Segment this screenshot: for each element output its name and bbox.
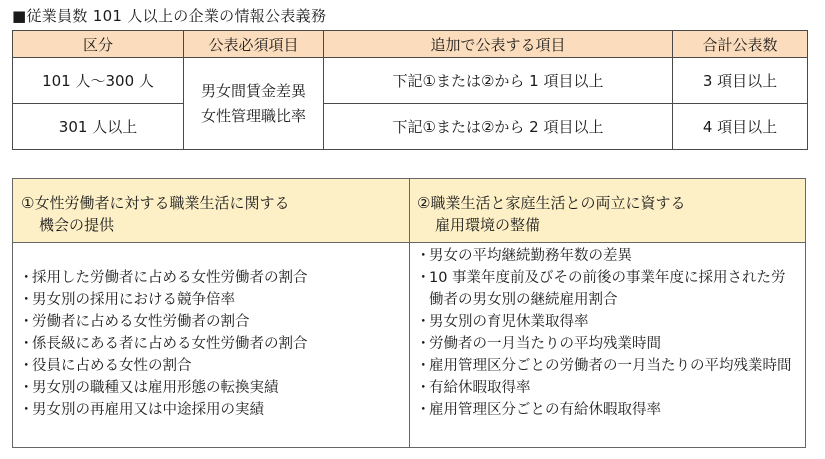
- list-item-text: 労働者に占める女性労働者の割合: [32, 314, 250, 330]
- total-count-cell: 3 項目以上: [673, 58, 808, 104]
- column-header: 合計公表数: [673, 31, 808, 58]
- list-item-text: 雇用管理区分ごとの有給休暇取得率: [429, 402, 661, 418]
- list-item: [416, 267, 800, 311]
- bullet-icon: ・: [416, 314, 431, 330]
- right-header-line: ②職業生活と家庭生活との両立に資する: [417, 194, 686, 212]
- list-item: [416, 377, 800, 399]
- items-box: [12, 178, 806, 448]
- additional-items-cell: 下記①または②から 1 項目以上: [324, 58, 673, 104]
- column-header: 追加で公表する項目: [324, 31, 673, 58]
- table-row: [13, 58, 808, 104]
- category-cell: 101 人～300 人: [13, 58, 184, 104]
- left-column-header: [21, 192, 289, 236]
- list-item-text: 係長級にある者に占める女性労働者の割合: [32, 336, 308, 352]
- additional-items-cell: 下記①または②から 2 項目以上: [324, 104, 673, 150]
- disclosure-table: [12, 30, 808, 150]
- list-item-text: 男女の平均継続勤務年数の差異: [429, 248, 632, 264]
- list-item-text: 男女別の再雇用又は中途採用の実績: [32, 402, 264, 418]
- left-item-list: [19, 267, 404, 421]
- list-item-text: 男女別の採用における競争倍率: [32, 292, 235, 308]
- bullet-icon: ・: [416, 358, 431, 374]
- page-title: ■従業員数 101 人以上の企業の情報公表義務: [12, 7, 327, 25]
- list-item-text: 雇用管理区分ごとの労働者の一月当たりの平均残業時間: [429, 358, 792, 374]
- bullet-icon: ・: [19, 314, 34, 330]
- bullet-icon: ・: [416, 336, 431, 352]
- column-divider: [409, 179, 410, 447]
- list-item-text: 労働者の一月当たりの平均残業時間: [429, 336, 661, 352]
- list-item: [416, 245, 800, 267]
- list-item: [416, 311, 800, 333]
- bullet-icon: ・: [416, 248, 431, 264]
- list-item-text: 10 事業年度前及びその前後の事業年度に採用された労働者の男女別の継続雇用割合: [429, 270, 786, 308]
- list-item: [416, 355, 800, 377]
- bullet-icon: ・: [19, 270, 34, 286]
- list-item: [19, 267, 404, 289]
- category-cell: 301 人以上: [13, 104, 184, 150]
- mandatory-item: 女性管理職比率: [200, 106, 306, 125]
- list-item: [19, 377, 404, 399]
- list-item: [19, 311, 404, 333]
- list-item: [19, 399, 404, 421]
- list-item-text: 役員に占める女性の割合: [32, 358, 192, 374]
- mandatory-items-cell: [184, 58, 324, 150]
- header-divider: [13, 242, 805, 243]
- table-row: [13, 104, 808, 150]
- list-item: [19, 333, 404, 355]
- list-item-text: 採用した労働者に占める女性労働者の割合: [32, 270, 308, 286]
- bullet-icon: ・: [19, 358, 34, 374]
- list-item: [416, 333, 800, 355]
- bullet-icon: ・: [19, 402, 34, 418]
- bullet-icon: ・: [416, 380, 431, 396]
- total-count-cell: 4 項目以上: [673, 104, 808, 150]
- bullet-icon: ・: [19, 380, 34, 396]
- right-header-line: 雇用環境の整備: [435, 216, 541, 234]
- list-item: [416, 399, 800, 421]
- mandatory-item: 男女間賃金差異: [200, 81, 306, 100]
- list-item: [19, 289, 404, 311]
- bullet-icon: ・: [19, 336, 34, 352]
- column-header: 区分: [13, 31, 184, 58]
- bullet-icon: ・: [416, 402, 431, 418]
- list-item-text: 男女別の育児休業取得率: [429, 314, 589, 330]
- bullet-icon: ・: [416, 270, 431, 286]
- list-item-text: 有給休暇取得率: [429, 380, 531, 396]
- column-header: 公表必須項目: [184, 31, 324, 58]
- right-column-header: [417, 192, 685, 236]
- list-item: [19, 355, 404, 377]
- right-item-list: [416, 245, 800, 421]
- bullet-icon: ・: [19, 292, 34, 308]
- left-header-line: 機会の提供: [39, 216, 115, 234]
- list-item-text: 男女別の職種又は雇用形態の転換実績: [32, 380, 279, 396]
- left-header-line: ①女性労働者に対する職業生活に関する: [21, 194, 290, 212]
- table-header-row: [13, 31, 808, 58]
